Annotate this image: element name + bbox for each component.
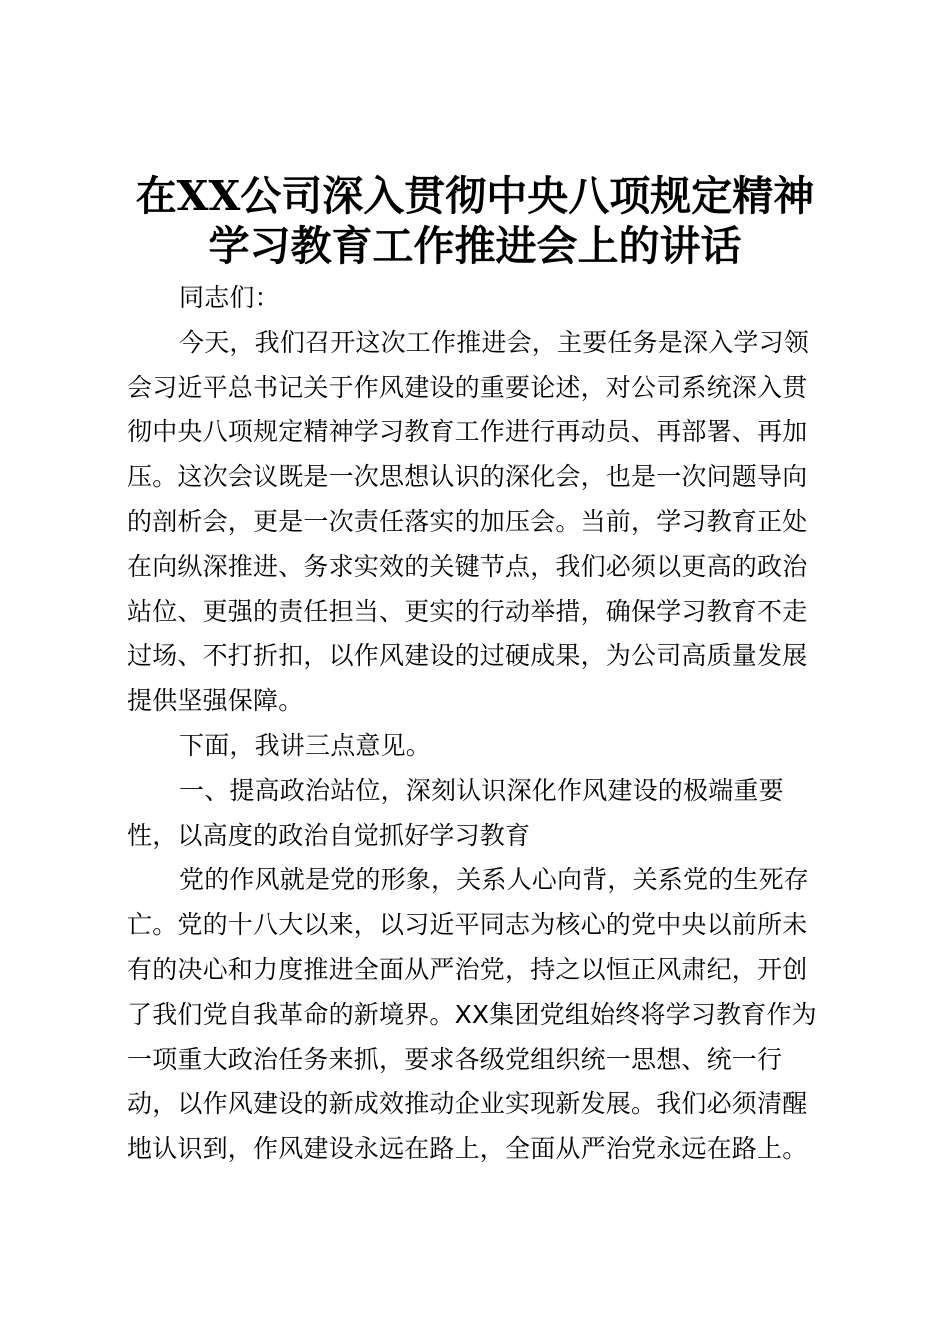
- paragraph-line: 的剖析会，更是一次责任落实的加压会。当前，学习教育正处: [127, 506, 808, 536]
- paragraph-line: 今天，我们召开这次工作推进会，主要任务是深入学习领: [179, 327, 810, 357]
- paragraph-line: 地认识到，作风建设永远在路上，全面从严治党永远在路上。: [127, 1134, 808, 1164]
- document-title-line-2: 学习教育工作推进会上的讲话: [208, 222, 742, 270]
- heading-line: 一、提高政治站位，深刻认识深化作风建设的极端重要: [179, 775, 784, 805]
- document-body: [127, 276, 839, 1172]
- paragraph-line: 彻中央八项规定精神学习教育工作进行再动员、再部署、再加: [127, 417, 808, 447]
- paragraph-line: 过场、不打折扣，以作风建设的过硬成果，为公司高质量发展: [127, 641, 808, 671]
- paragraph-line: 亡。党的十八大以来，以习近平同志为核心的党中央以前所未: [127, 910, 808, 940]
- paragraph-line: 压。这次会议既是一次思想认识的深化会，也是一次问题导向: [127, 462, 808, 492]
- paragraph-line: 提供坚强保障。: [127, 686, 304, 716]
- salutation: 同志们：: [179, 283, 280, 312]
- paragraph-line: 一项重大政治任务来抓，要求各级党组织统一思想、统一行: [127, 1044, 783, 1074]
- paragraph-opening: [127, 321, 839, 724]
- paragraph-intro: 下面，我讲三点意见。: [179, 730, 432, 760]
- paragraph-line: 有的决心和力度推进全面从严治党，持之以恒正风肃纪，开创: [127, 954, 808, 984]
- paragraph-line: 在向纵深推进、务求实效的关键节点，我们必须以更高的政治: [127, 551, 808, 581]
- heading-line: 性，以高度的政治自觉抓好学习教育: [127, 820, 531, 850]
- paragraph-line: 党的作风就是党的形象，关系人心向背，关系党的生死存: [179, 865, 810, 895]
- document-title-line-1: 在XX公司深入贯彻中央八项规定精神: [135, 172, 815, 220]
- paragraph-line: 会习近平总书记关于作风建设的重要论述，对公司系统深入贯: [127, 372, 808, 402]
- paragraph-line: 了我们党自我革命的新境界。XX集团党组始终将学习教育作为: [127, 999, 817, 1029]
- paragraph-section-1: [127, 858, 839, 1172]
- paragraph-line: 动，以作风建设的新成效推动企业实现新发展。我们必须清醒: [127, 1089, 808, 1119]
- paragraph-line: 站位、更强的责任担当、更实的行动举措，确保学习教育不走: [127, 596, 808, 626]
- section-heading-1: [127, 769, 839, 859]
